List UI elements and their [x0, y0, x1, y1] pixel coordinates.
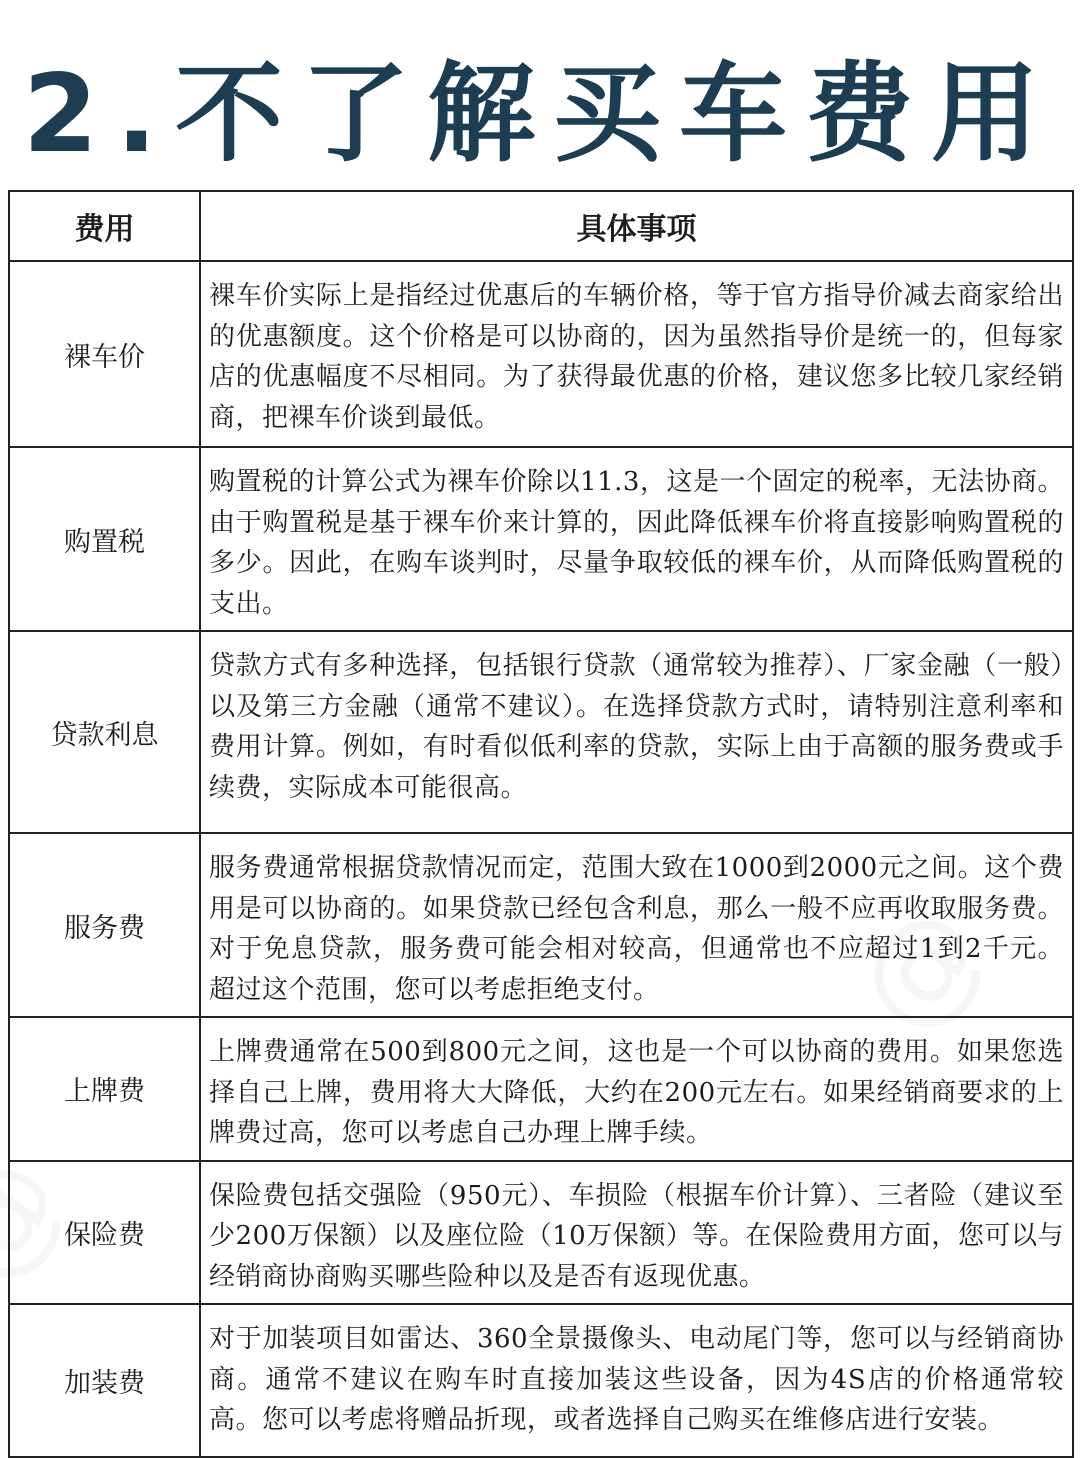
table-row	[9, 1304, 1073, 1457]
header-fee: 费用	[9, 191, 200, 261]
page-title: 2.不了解买车费用	[22, 52, 1058, 177]
table-row	[9, 261, 1073, 447]
fee-name: 上牌费	[9, 1017, 200, 1161]
header-details: 具体事项	[200, 191, 1073, 261]
table-row	[9, 447, 1073, 631]
fee-name: 裸车价	[9, 261, 200, 447]
table-row	[9, 631, 1073, 833]
table-header-row	[9, 191, 1073, 261]
table-row	[9, 833, 1073, 1017]
table-row	[9, 1161, 1073, 1305]
fee-description: 裸车价实际上是指经过优惠后的车辆价格，等于官方指导价减去商家给出的优惠额度。这个价格是可以协商的，因为虽然指导价是统一的，但每家店的优惠幅度不尽相同。为了获得最优惠的价格，建议您多比较几家经销商，把裸车价谈到最低。	[200, 261, 1073, 447]
fee-description: 购置税的计算公式为裸车价除以11.3，这是一个固定的税率，无法协商。由于购置税是基于裸车价来计算的，因此降低裸车价将直接影响购置税的多少。因此，在购车谈判时，尽量争取较低的裸车价，从而降低购置税的支出。	[200, 447, 1073, 631]
fee-name: 购置税	[9, 447, 200, 631]
fee-description: 对于加装项目如雷达、360全景摄像头、电动尾门等，您可以与经销商协商。通常不建议在购车时直接加装这些设备，因为4S店的价格通常较高。您可以考虑将赠品折现，或者选择自己购买在维修店进行安装。	[200, 1304, 1073, 1457]
fee-description: 贷款方式有多种选择，包括银行贷款（通常较为推荐）、厂家金融（一般）以及第三方金融（通常不建议）。在选择贷款方式时，请特别注意利率和费用计算。例如，有时看似低利率的贷款，实际上由于高额的服务费或手续费，实际成本可能很高。	[200, 631, 1073, 833]
fee-description: 上牌费通常在500到800元之间，这也是一个可以协商的费用。如果您选择自己上牌，费用将大大降低，大约在200元左右。如果经销商要求的上牌费过高，您可以考虑自己办理上牌手续。	[200, 1017, 1073, 1161]
fees-table	[8, 190, 1074, 1458]
fee-name: 加装费	[9, 1304, 200, 1457]
fee-name: 服务费	[9, 833, 200, 1017]
table-row	[9, 1017, 1073, 1161]
fee-name: 贷款利息	[9, 631, 200, 833]
fee-description: 服务费通常根据贷款情况而定，范围大致在1000到2000元之间。这个费用是可以协商的。如果贷款已经包含利息，那么一般不应再收取服务费。对于免息贷款，服务费可能会相对较高，但通常也不应超过1到2千元。超过这个范围，您可以考虑拒绝支付。	[200, 833, 1073, 1017]
fee-name: 保险费	[9, 1161, 200, 1305]
fee-description: 保险费包括交强险（950元）、车损险（根据车价计算）、三者险（建议至少200万保额）以及座位险（10万保额）等。在保险费用方面，您可以与经销商协商购买哪些险种以及是否有返现优惠。	[200, 1161, 1073, 1305]
